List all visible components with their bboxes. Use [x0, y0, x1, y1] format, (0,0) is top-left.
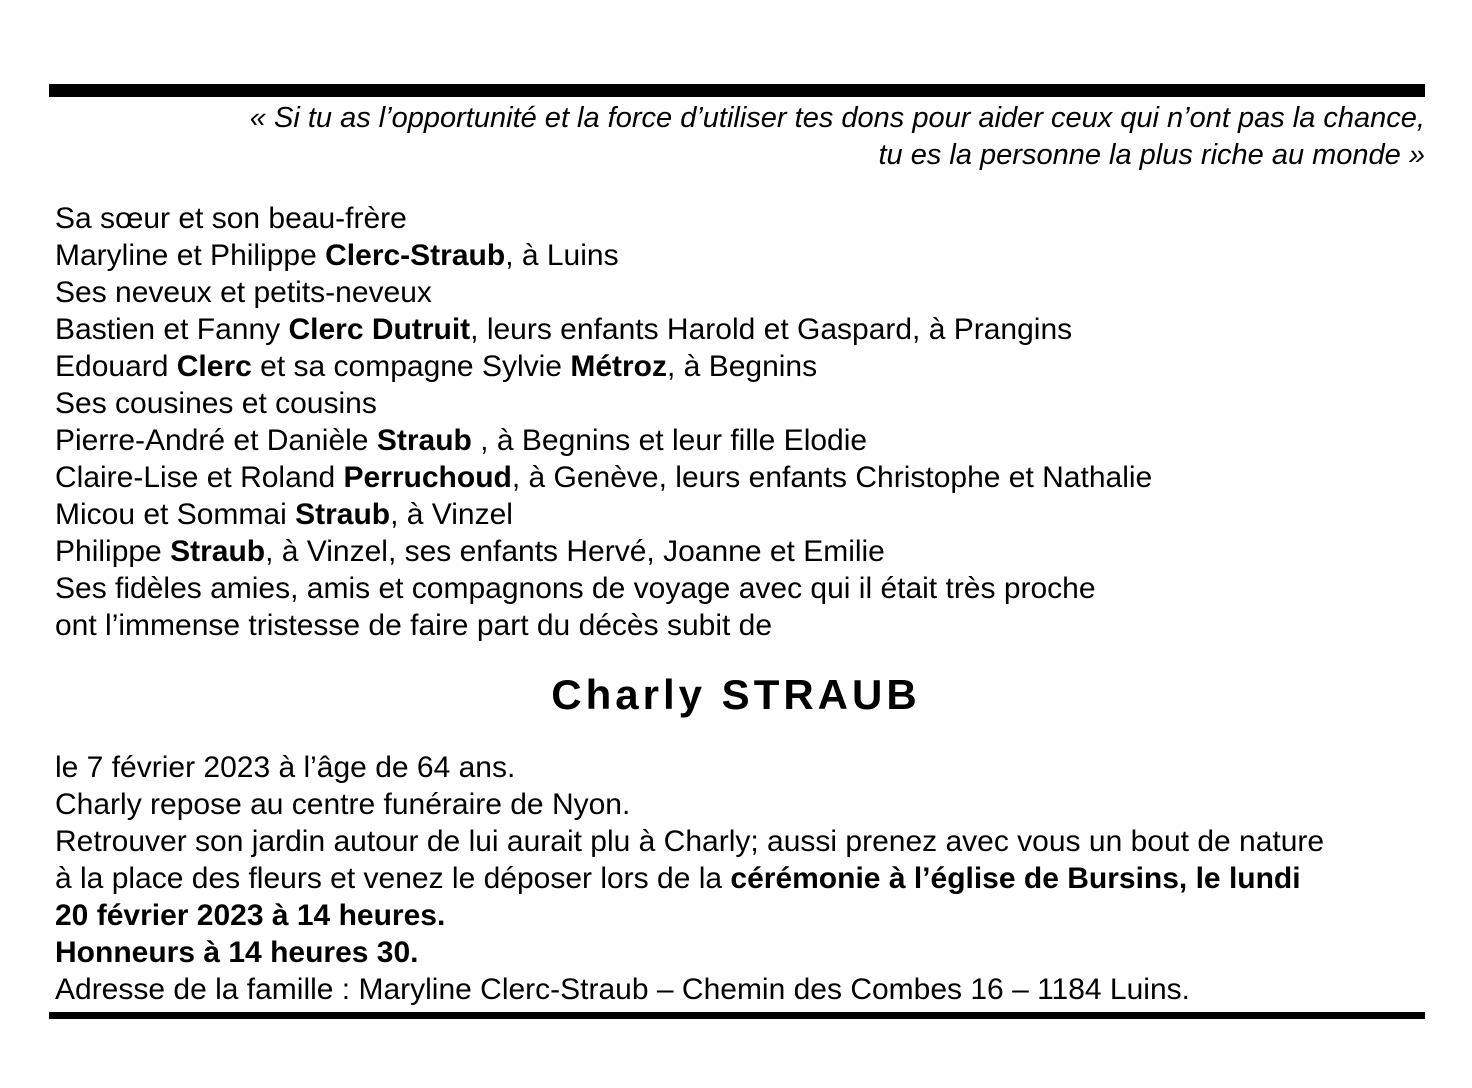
text-line [55, 496, 1455, 533]
text-segment: , à Genève, leurs enfants Christophe et Nathalie [511, 461, 1153, 494]
text-line [55, 274, 1455, 311]
text-segment: Adresse de la famille : Maryline Clerc-Straub – Chemin des Combes 16 – 1184 Luins. [55, 973, 1190, 1006]
emphasized-text-segment: 20 février 2023 à 14 heures. [55, 899, 446, 932]
text-line [55, 533, 1455, 570]
text-segment: , leurs enfants Harold et Gaspard, à Prangins [470, 313, 1073, 346]
text-line [55, 934, 1455, 971]
text-segment: Micou et Sommai [55, 498, 296, 531]
emphasized-text-segment: Clerc-Straub [325, 239, 506, 272]
emphasized-text-segment: Clerc Dutruit [288, 313, 471, 346]
text-segment: ont l’immense tristesse de faire part du décès subit de [55, 609, 773, 642]
text-line [55, 570, 1455, 607]
emphasized-text-segment: Straub [170, 535, 266, 568]
text-segment: Charly repose au centre funéraire de Nyon. [55, 788, 631, 821]
text-line [55, 749, 1455, 786]
emphasized-text-segment: Straub [376, 424, 472, 457]
text-segment: Sa sœur et son beau-frère [55, 202, 407, 235]
text-segment: , à Luins [505, 239, 619, 272]
funeral-details-block [55, 749, 1455, 1008]
text-line [55, 422, 1455, 459]
text-line [55, 897, 1455, 934]
emphasized-text-segment: Métroz [570, 350, 667, 383]
text-line [55, 200, 1455, 237]
text-segment: Ses fidèles amies, amis et compagnons de voyage avec qui il était très proche [55, 572, 1096, 605]
emphasized-text-segment: cérémonie à l’église de Bursins, le lundi [730, 862, 1301, 895]
emphasized-text-segment: Clerc [176, 350, 252, 383]
text-line [55, 786, 1455, 823]
text-line [55, 348, 1455, 385]
text-segment: Edouard [55, 350, 177, 383]
text-segment: Claire-Lise et Roland [55, 461, 344, 494]
text-segment: , à Begnins [667, 350, 818, 383]
text-segment: Ses cousines et cousins [55, 387, 377, 420]
emphasized-text-segment: Straub [295, 498, 391, 531]
text-segment: Ses neveux et petits-neveux [55, 276, 432, 309]
text-segment: Bastien et Fanny [55, 313, 289, 346]
text-line [55, 385, 1455, 422]
quote-line-1: « Si tu as l’opportunité et la force d’utiliser tes dons pour aider ceux qui n’ont pas la chance, [249, 102, 1425, 134]
text-line [55, 823, 1455, 860]
emphasized-text-segment: Honneurs à 14 heures 30. [55, 936, 419, 969]
text-line [55, 459, 1455, 496]
text-segment: Pierre-André et Danièle [55, 424, 377, 457]
quote-line-2: tu es la personne la plus riche au monde » [878, 139, 1425, 171]
text-segment: , à Begnins et leur fille Elodie [471, 424, 868, 457]
text-segment: et sa compagne Sylvie [251, 350, 571, 383]
text-segment: Philippe [55, 535, 171, 568]
text-segment: Maryline et Philippe [55, 239, 326, 272]
text-segment: à la place des fleurs et venez le déposer lors de la [55, 862, 731, 895]
text-line [55, 311, 1455, 348]
text-line [55, 971, 1455, 1008]
quote-block [49, 100, 1425, 174]
top-divider-rule [49, 84, 1425, 97]
family-lines-block [55, 200, 1455, 644]
emphasized-text-segment: Perruchoud [343, 461, 512, 494]
deceased-name-title: Charly STRAUB [551, 671, 921, 718]
bottom-divider-rule [49, 1012, 1425, 1019]
text-line [55, 860, 1455, 897]
text-line [55, 237, 1455, 274]
text-line [55, 607, 1455, 644]
text-segment: le 7 février 2023 à l’âge de 64 ans. [55, 751, 516, 784]
text-segment: Retrouver son jardin autour de lui aurait plu à Charly; aussi prenez avec vous un bout de nature [55, 825, 1325, 858]
text-segment: , à Vinzel, ses enfants Hervé, Joanne et Emilie [265, 535, 885, 568]
text-segment: , à Vinzel [390, 498, 513, 531]
